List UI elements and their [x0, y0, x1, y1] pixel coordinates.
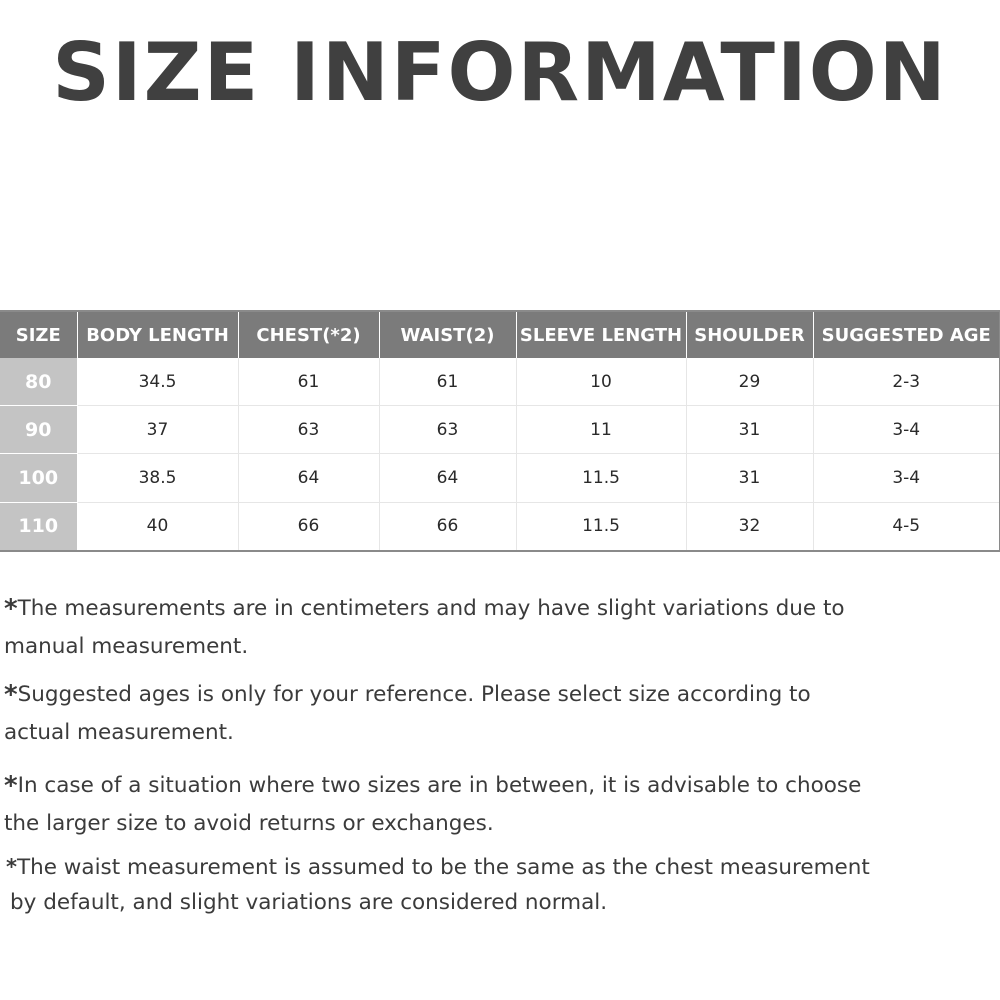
body-length-cell: 37: [77, 406, 238, 454]
body-length-cell: 34.5: [77, 358, 238, 406]
suggested-age-cell: 3-4: [813, 454, 1000, 502]
note-line: Suggested ages is only for your reference. Please select size according to: [17, 682, 811, 707]
chest-cell: 64: [238, 454, 379, 502]
waist-cell: 66: [379, 502, 516, 551]
note-line: The measurements are in centimeters and may have slight variations due to: [17, 596, 845, 621]
size-cell: 90: [0, 406, 77, 454]
waist-cell: 63: [379, 406, 516, 454]
note-measurement-units: [4, 590, 994, 665]
sleeve-length-cell: 11.5: [516, 454, 686, 502]
notes-section: [4, 590, 994, 920]
body-length-cell: 40: [77, 502, 238, 551]
page-title: SIZE INFORMATION: [52, 26, 948, 119]
note-suggested-ages: [4, 676, 994, 751]
note-line: the larger size to avoid returns or exchanges.: [4, 811, 494, 836]
shoulder-cell: 29: [686, 358, 813, 406]
note-line: by default, and slight variations are considered normal.: [10, 890, 608, 915]
table-header-row: [0, 311, 1000, 358]
header-body-length: BODY LENGTH: [77, 311, 238, 358]
asterisk-icon: *: [4, 594, 18, 624]
note-line: actual measurement.: [4, 720, 234, 745]
sleeve-length-cell: 11: [516, 406, 686, 454]
shoulder-cell: 32: [686, 502, 813, 551]
note-waist-assumption: [4, 850, 994, 920]
chest-cell: 63: [238, 406, 379, 454]
chest-cell: 66: [238, 502, 379, 551]
suggested-age-cell: 2-3: [813, 358, 1000, 406]
note-line: The waist measurement is assumed to be the same as the chest measurement: [16, 855, 870, 880]
header-chest: CHEST(*2): [238, 311, 379, 358]
table-row: [0, 454, 1000, 502]
header-sleeve-length: SLEEVE LENGTH: [516, 311, 686, 358]
header-suggested-age: SUGGESTED AGE: [813, 311, 1000, 358]
size-cell: 80: [0, 358, 77, 406]
shoulder-cell: 31: [686, 406, 813, 454]
table-row: [0, 502, 1000, 551]
size-cell: 110: [0, 502, 77, 551]
note-line: In case of a situation where two sizes are in between, it is advisable to choose: [17, 773, 862, 798]
header-waist: WAIST(2): [379, 311, 516, 358]
suggested-age-cell: 4-5: [813, 502, 1000, 551]
table-row: [0, 406, 1000, 454]
note-line: manual measurement.: [4, 634, 249, 659]
size-table: [0, 310, 1000, 552]
shoulder-cell: 31: [686, 454, 813, 502]
suggested-age-cell: 3-4: [813, 406, 1000, 454]
note-between-sizes: [4, 767, 994, 842]
sleeve-length-cell: 11.5: [516, 502, 686, 551]
header-size: SIZE: [0, 311, 77, 358]
asterisk-icon: *: [6, 855, 17, 879]
asterisk-icon: *: [4, 680, 18, 710]
waist-cell: 64: [379, 454, 516, 502]
asterisk-icon: *: [4, 771, 18, 801]
table-row: [0, 358, 1000, 406]
chest-cell: 61: [238, 358, 379, 406]
waist-cell: 61: [379, 358, 516, 406]
sleeve-length-cell: 10: [516, 358, 686, 406]
body-length-cell: 38.5: [77, 454, 238, 502]
size-cell: 100: [0, 454, 77, 502]
header-shoulder: SHOULDER: [686, 311, 813, 358]
